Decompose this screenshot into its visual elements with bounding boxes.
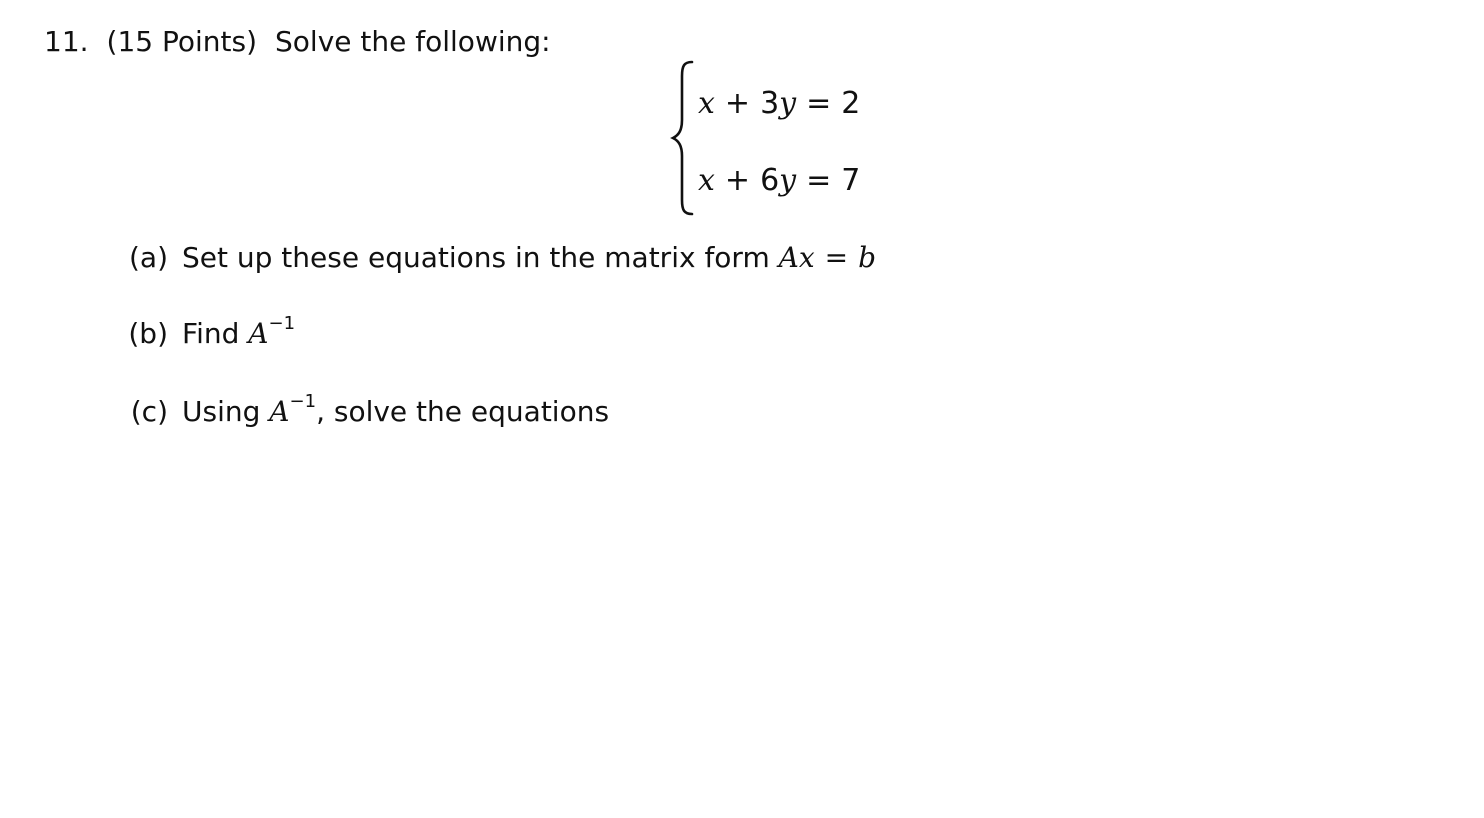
- eq2-coef: 6: [760, 163, 780, 198]
- eq2-var-x: x: [698, 163, 715, 198]
- eq1-rhs: 2: [841, 86, 861, 121]
- part-c-label: (c): [130, 395, 168, 428]
- part-c-text: Using: [182, 395, 270, 428]
- part-b-superscript: −1: [268, 313, 296, 334]
- left-brace-icon: [670, 58, 698, 218]
- equation-2: [698, 161, 860, 201]
- problem-header: [44, 22, 551, 62]
- part-a: [116, 238, 876, 278]
- eq2-var-y: y: [779, 163, 797, 198]
- part-b: [116, 314, 295, 354]
- equation-1: [698, 84, 860, 124]
- equation-system: [670, 58, 870, 218]
- eq1-var-y: y: [779, 86, 797, 121]
- part-a-math-b: b: [858, 241, 877, 274]
- part-a-label: (a): [128, 241, 168, 274]
- part-c-superscript: −1: [289, 391, 317, 412]
- part-b-text: Find: [182, 317, 249, 350]
- part-c-text-2: , solve the equations: [316, 395, 610, 428]
- problem-points: (15 Points): [106, 25, 258, 58]
- eq2-equals: =: [806, 163, 832, 198]
- part-c-math-a: A: [269, 395, 290, 428]
- problem-number: 11.: [44, 25, 89, 58]
- eq1-equals: =: [806, 86, 832, 121]
- part-b-label: (b): [128, 317, 168, 350]
- eq1-var-x: x: [698, 86, 715, 121]
- part-a-math-ax: Ax: [778, 241, 815, 274]
- eq2-plus: +: [724, 163, 751, 198]
- eq1-coef: 3: [760, 86, 780, 121]
- part-a-text: Set up these equations in the matrix form: [182, 241, 779, 274]
- part-c: [116, 392, 609, 432]
- part-a-equals: =: [824, 241, 849, 274]
- part-b-math-a: A: [248, 317, 269, 350]
- eq2-rhs: 7: [841, 163, 861, 198]
- eq1-plus: +: [724, 86, 751, 121]
- problem-instruction: Solve the following:: [275, 25, 551, 58]
